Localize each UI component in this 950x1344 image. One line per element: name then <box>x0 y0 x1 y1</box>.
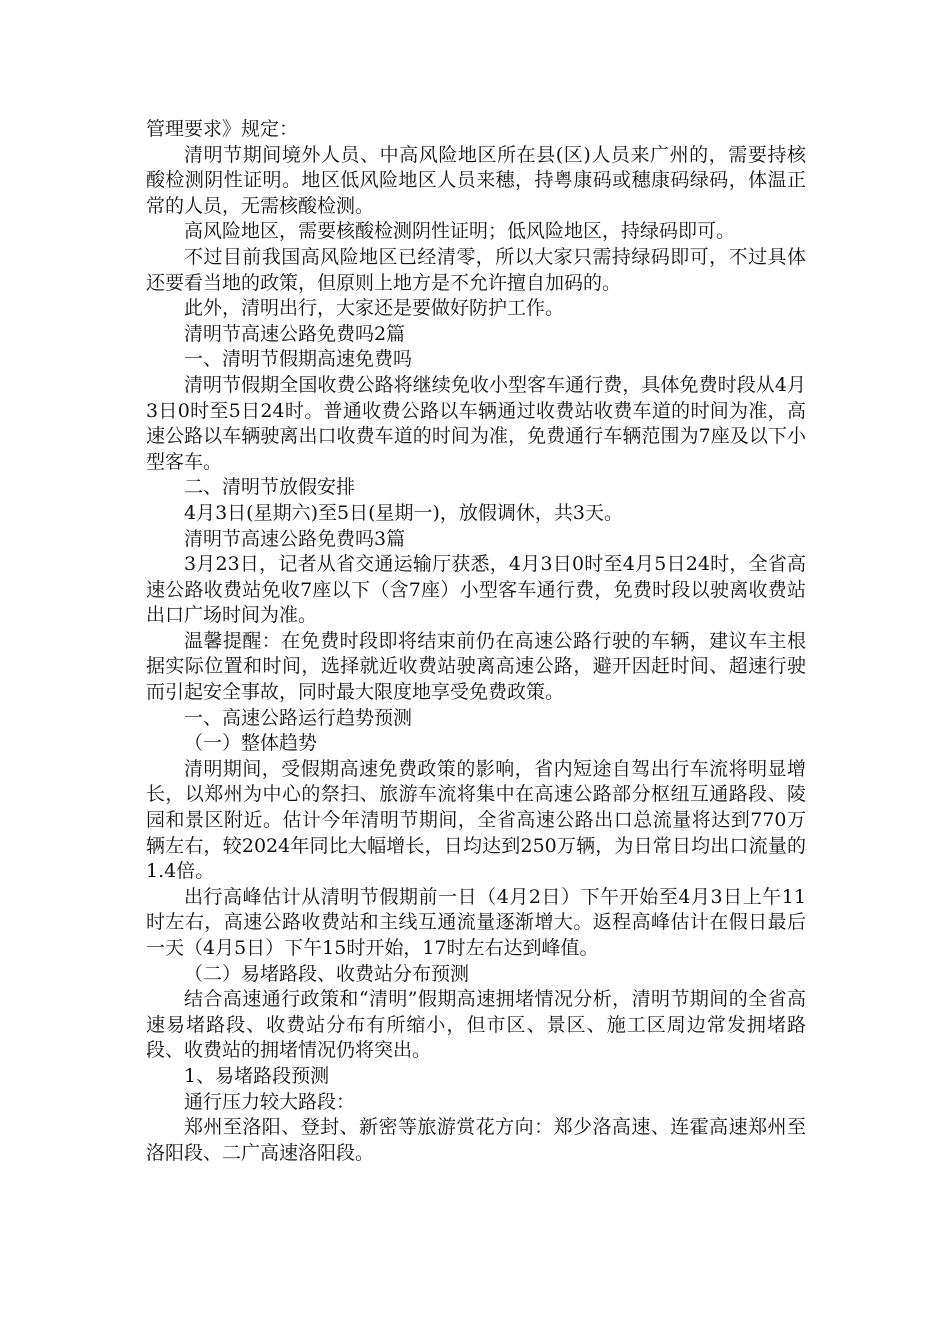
paragraph: 不过目前我国高风险地区已经清零，所以大家只需持绿码即可，不过具体还要看当地的政策，但原则上地方是不允许擅自加码的。 <box>146 245 806 294</box>
paragraph: 清明期间，受假期高速免费政策的影响，省内短途自驾出行车流将明显增长，以郑州为中心的祭扫、旅游车流将集中在高速公路部分枢纽互通路段、陵园和景区附近。估计今年清明节期间，全省高速公路出口总流量将达到770万辆左右，较2024年同比大幅增长，日均达到250万辆，为日常日均出口流量的1.4倍。 <box>146 757 806 883</box>
section-heading: 二、清明节放假安排 <box>184 476 356 499</box>
paragraph: 郑州至洛阳、登封、新密等旅游赏花方向：郑少洛高速、连霍高速郑州至洛阳段、二广高速洛阳段。 <box>146 1116 806 1164</box>
section-heading: （一）整体趋势 <box>184 732 318 755</box>
paragraph: 结合高速通行政策和“清明”假期高速拥堵情况分析，清明节期间的全省高速易堵路段、收费站分布有所缩小，但市区、景区、施工区周边常发拥堵路段、收费站的拥堵情况仍将突出。 <box>146 988 806 1062</box>
section-heading: 一、清明节假期高速免费吗 <box>184 348 413 371</box>
paragraph: 管理要求》规定： <box>146 118 299 140</box>
paragraph: 出行高峰估计从清明节假期前一日（4月2日）下午开始至4月3日上午11时左右，高速公路收费站和主线互通流量逐渐增大。返程高峰估计在假日最后一天（4月5日）下午15时开始，17时左右达到峰值。 <box>146 885 806 959</box>
paragraph: 高风险地区，需要核酸检测阴性证明；低风险地区，持绿码即可。 <box>184 220 736 243</box>
paragraph: 3月23日，记者从省交通运输厅获悉，4月3日0时至4月5日24时，全省高速公路收费站免收7座以下（含7座）小型客车通行费，免费时段以驶离收费站出口广场时间为准。 <box>146 553 806 627</box>
section-heading: 一、高速公路运行趋势预测 <box>184 706 413 729</box>
section-heading: （二）易堵路段、收费站分布预测 <box>184 962 470 985</box>
paragraph: 温馨提醒：在免费时段即将结束前仍在高速公路行驶的车辆，建议车主根据实际位置和时间，选择就近收费站驶离高速公路，避开因赶时间、超速行驶而引起安全事故，同时最大限度地享受免费政策。 <box>146 629 806 704</box>
paragraph: 清明节假期全国收费公路将继续免收小型客车通行费，具体免费时段从4月3日0时至5日24时。普通收费公路以车辆通过收费站收费车道的时间为准，高速公路以车辆驶离出口收费车道的时间为准，免费通行车辆范围为7座及以下小型客车。 <box>146 373 806 473</box>
paragraph: 4月3日(星期六)至5日(星期一)，放假调休，共3天。 <box>184 501 624 524</box>
paragraph: 清明节期间境外人员、中高风险地区所在县(区)人员来广州的，需要持核酸检测阴性证明。地区低风险地区人员来穗，持粤康码或穗康码绿码，体温正常的人员，无需核酸检测。 <box>146 143 806 217</box>
document-body <box>146 117 806 1166</box>
paragraph: 此外，清明出行，大家还是要做好防护工作。 <box>184 297 565 320</box>
section-heading: 清明节高速公路免费吗2篇 <box>184 322 406 345</box>
section-heading: 1、易堵路段预测 <box>184 1064 330 1087</box>
paragraph: 通行压力较大路段： <box>184 1090 356 1113</box>
section-heading: 清明节高速公路免费吗3篇 <box>184 527 406 550</box>
